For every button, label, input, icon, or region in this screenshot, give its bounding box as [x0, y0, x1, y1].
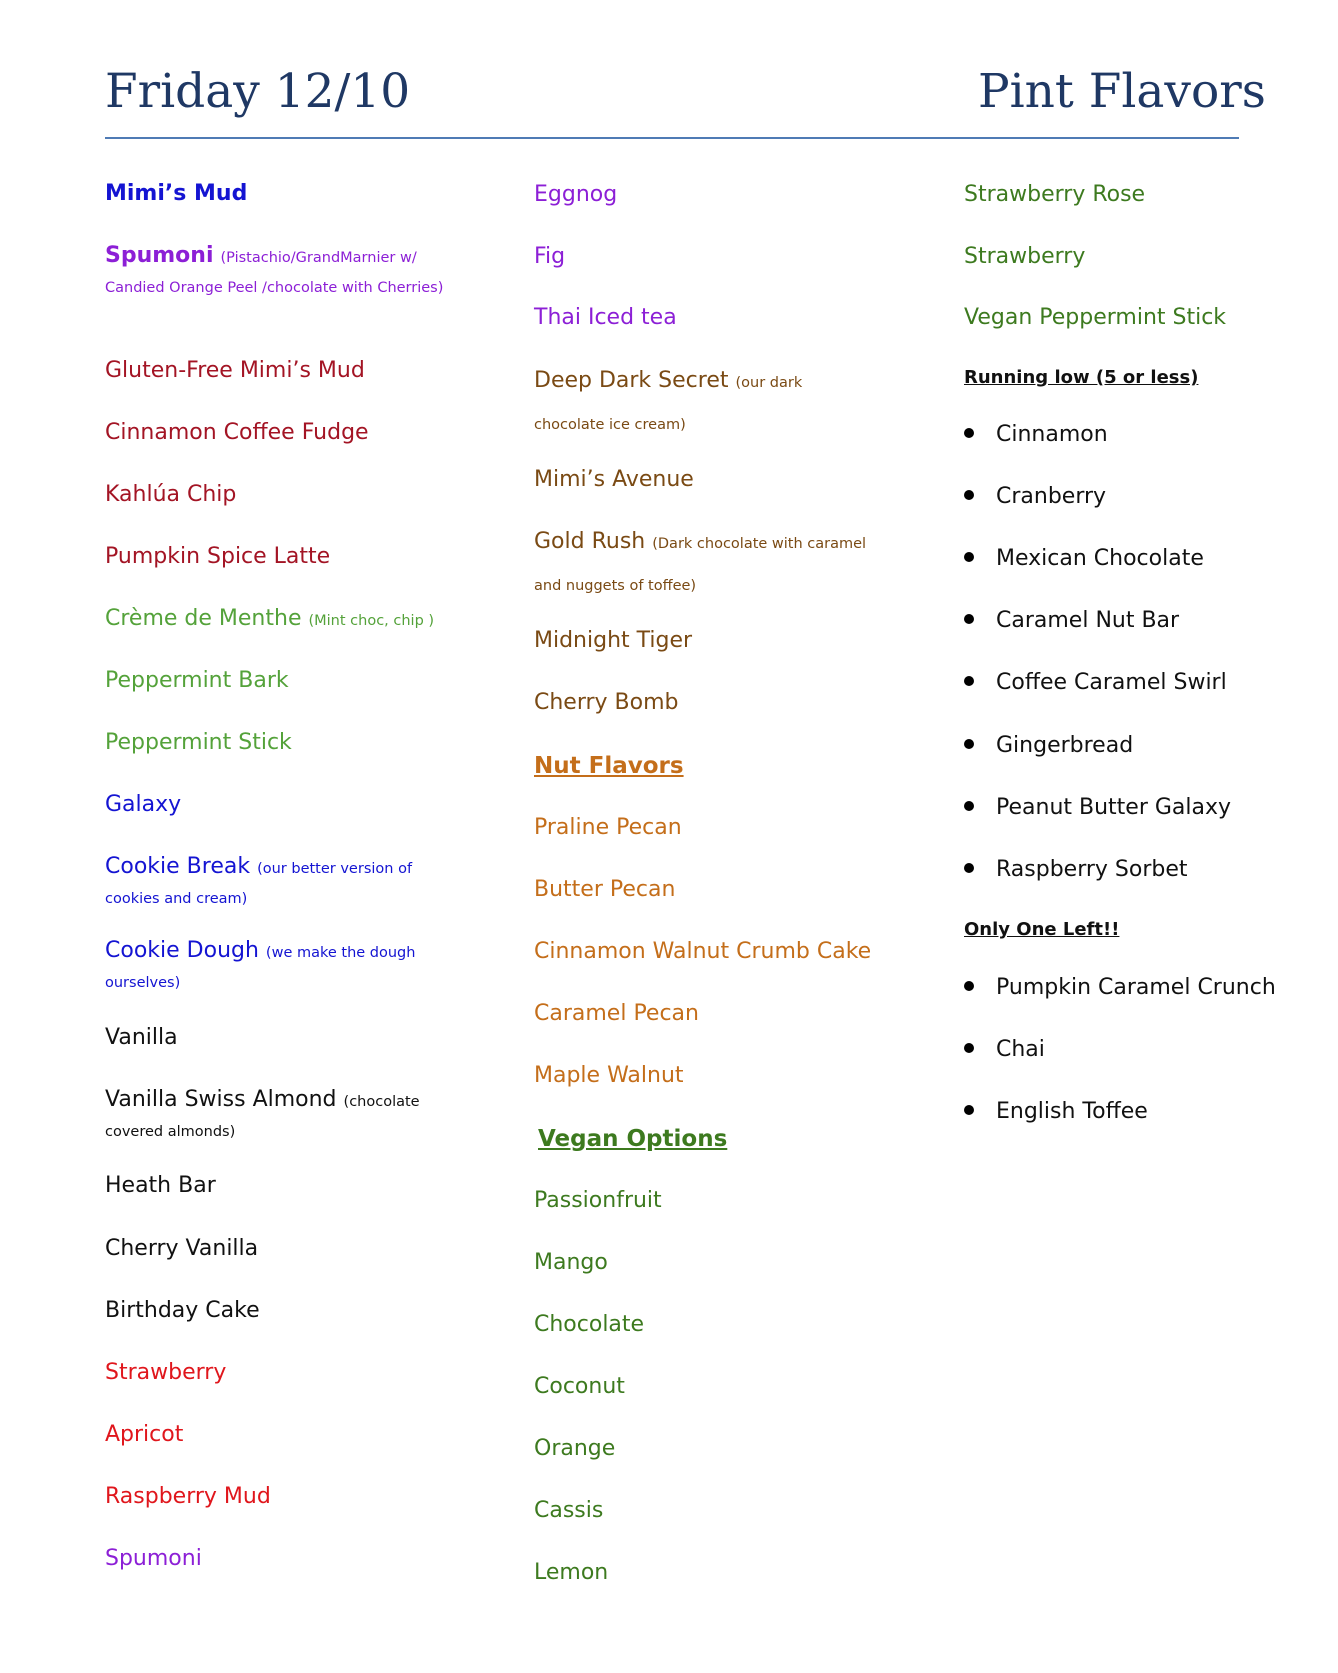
flavor-note: (our better version of cookies and cream) — [105, 861, 413, 907]
flavor-item: Mimi’s Mud — [105, 181, 248, 206]
list-item-label: Coffee Caramel Swirl — [996, 670, 1227, 695]
flavor-item: Fig — [534, 244, 566, 269]
section-heading-vegan-options: Vegan Options — [538, 1126, 728, 1152]
list-item-label: Cinnamon — [996, 422, 1108, 447]
flavor-item: Caramel Pecan — [534, 1001, 699, 1026]
flavor-item: Chocolate — [534, 1312, 645, 1337]
flavor-item: Apricot — [105, 1422, 184, 1447]
flavor-item: Spumoni — [105, 1546, 202, 1571]
flavor-item: Cinnamon Coffee Fudge — [105, 420, 369, 445]
flavor-item: Peppermint Stick — [105, 730, 292, 755]
section-heading-running-low: Running low (5 or less) — [964, 367, 1199, 388]
flavor-item: Cherry Vanilla — [105, 1236, 259, 1261]
list-item — [964, 974, 1276, 1002]
flavor-item: Pumpkin Spice Latte — [105, 544, 331, 569]
flavor-item — [534, 522, 874, 606]
list-item — [964, 732, 1133, 760]
bullet-icon — [964, 490, 974, 500]
flavor-name: Cookie Dough — [105, 938, 259, 963]
list-item — [964, 421, 1108, 449]
flavor-item — [105, 605, 434, 635]
flavor-item: Lemon — [534, 1560, 609, 1585]
list-item — [964, 607, 1179, 635]
flavor-item: Kahlúa Chip — [105, 482, 237, 507]
bullet-icon — [964, 1105, 974, 1115]
list-item — [964, 1036, 1045, 1064]
flavor-name: Spumoni — [105, 243, 214, 268]
flavor-item: Eggnog — [534, 182, 618, 207]
list-item-label: Raspberry Sorbet — [996, 857, 1188, 882]
flavor-item: Gluten-Free Mimi’s Mud — [105, 358, 365, 383]
flavor-item: Cinnamon Walnut Crumb Cake — [534, 939, 872, 964]
list-item — [964, 856, 1188, 884]
flavor-item — [105, 937, 425, 997]
list-item-label: Peanut Butter Galaxy — [996, 795, 1232, 820]
flavor-name: Deep Dark Secret — [534, 368, 729, 393]
list-item — [964, 1098, 1148, 1126]
list-item-label: Gingerbread — [996, 733, 1134, 758]
bullet-icon — [964, 614, 974, 624]
flavor-item — [105, 242, 465, 302]
flavor-item: Cherry Bomb — [534, 690, 679, 715]
list-item-label: Pumpkin Caramel Crunch — [996, 975, 1276, 1000]
list-item — [964, 483, 1106, 511]
flavor-item: Cassis — [534, 1498, 604, 1523]
bullet-icon — [964, 428, 974, 438]
bullet-icon — [964, 552, 974, 562]
page-title: Pint Flavors — [978, 64, 1266, 119]
flavor-item: Mango — [534, 1250, 608, 1275]
list-item — [964, 669, 1227, 697]
bullet-icon — [964, 863, 974, 873]
flavor-name: Vanilla Swiss Almond — [105, 1087, 337, 1112]
flavor-item: Praline Pecan — [534, 815, 682, 840]
flavor-item — [105, 1086, 435, 1146]
flavor-item: Butter Pecan — [534, 877, 676, 902]
flavor-item: Mimi’s Avenue — [534, 467, 694, 492]
flavor-note: (Mint choc, chip ) — [308, 613, 435, 629]
flavor-item: Maple Walnut — [534, 1063, 684, 1088]
bullet-icon — [964, 676, 974, 686]
flavor-item: Raspberry Mud — [105, 1484, 271, 1509]
flavor-item: Vanilla — [105, 1025, 178, 1050]
flavor-item: Strawberry Rose — [964, 182, 1146, 207]
flavor-item: Vegan Peppermint Stick — [964, 305, 1227, 330]
list-item-label: English Toffee — [996, 1099, 1148, 1124]
header-divider — [105, 137, 1239, 139]
flavor-item: Orange — [534, 1436, 616, 1461]
list-item-label: Mexican Chocolate — [996, 546, 1204, 571]
flavor-note: (we make the dough ourselves) — [105, 945, 416, 991]
section-heading-only-one-left: Only One Left!! — [964, 919, 1120, 940]
flavor-item: Birthday Cake — [105, 1298, 260, 1323]
bullet-icon — [964, 1043, 974, 1053]
flavor-item: Heath Bar — [105, 1173, 216, 1198]
bullet-icon — [964, 801, 974, 811]
page-title-date: Friday 12/10 — [105, 64, 411, 119]
flavor-item: Galaxy — [105, 792, 182, 817]
flavor-item: Thai Iced tea — [534, 305, 677, 330]
list-item-label: Caramel Nut Bar — [996, 608, 1180, 633]
flavor-item: Peppermint Bark — [105, 668, 289, 693]
bullet-icon — [964, 739, 974, 749]
flavor-item — [105, 853, 435, 913]
list-item — [964, 794, 1231, 822]
flavor-item: Coconut — [534, 1374, 625, 1399]
bullet-icon — [964, 981, 974, 991]
list-item — [964, 545, 1204, 573]
flavor-name: Cookie Break — [105, 854, 251, 879]
flavor-note: (our dark chocolate ice cream) — [534, 375, 803, 433]
flavor-item: Passionfruit — [534, 1188, 662, 1213]
flavor-item — [534, 361, 874, 445]
section-heading-nut-flavors: Nut Flavors — [534, 753, 684, 779]
flavor-note: (chocolate covered almonds) — [105, 1094, 420, 1140]
flavor-name: Gold Rush — [534, 529, 646, 554]
list-item-label: Cranberry — [996, 484, 1107, 509]
flavor-note: (Pistachio/GrandMarnier w/ Candied Orange Peel /chocolate with Cherries) — [105, 250, 444, 296]
flavor-note: (Dark chocolate with caramel and nuggets of toffee) — [534, 536, 867, 594]
flavor-item: Strawberry — [105, 1360, 227, 1385]
flavor-name: Crème de Menthe — [105, 606, 302, 631]
list-item-label: Chai — [996, 1037, 1045, 1062]
flavor-item: Strawberry — [964, 244, 1086, 269]
flavor-item: Midnight Tiger — [534, 628, 693, 653]
